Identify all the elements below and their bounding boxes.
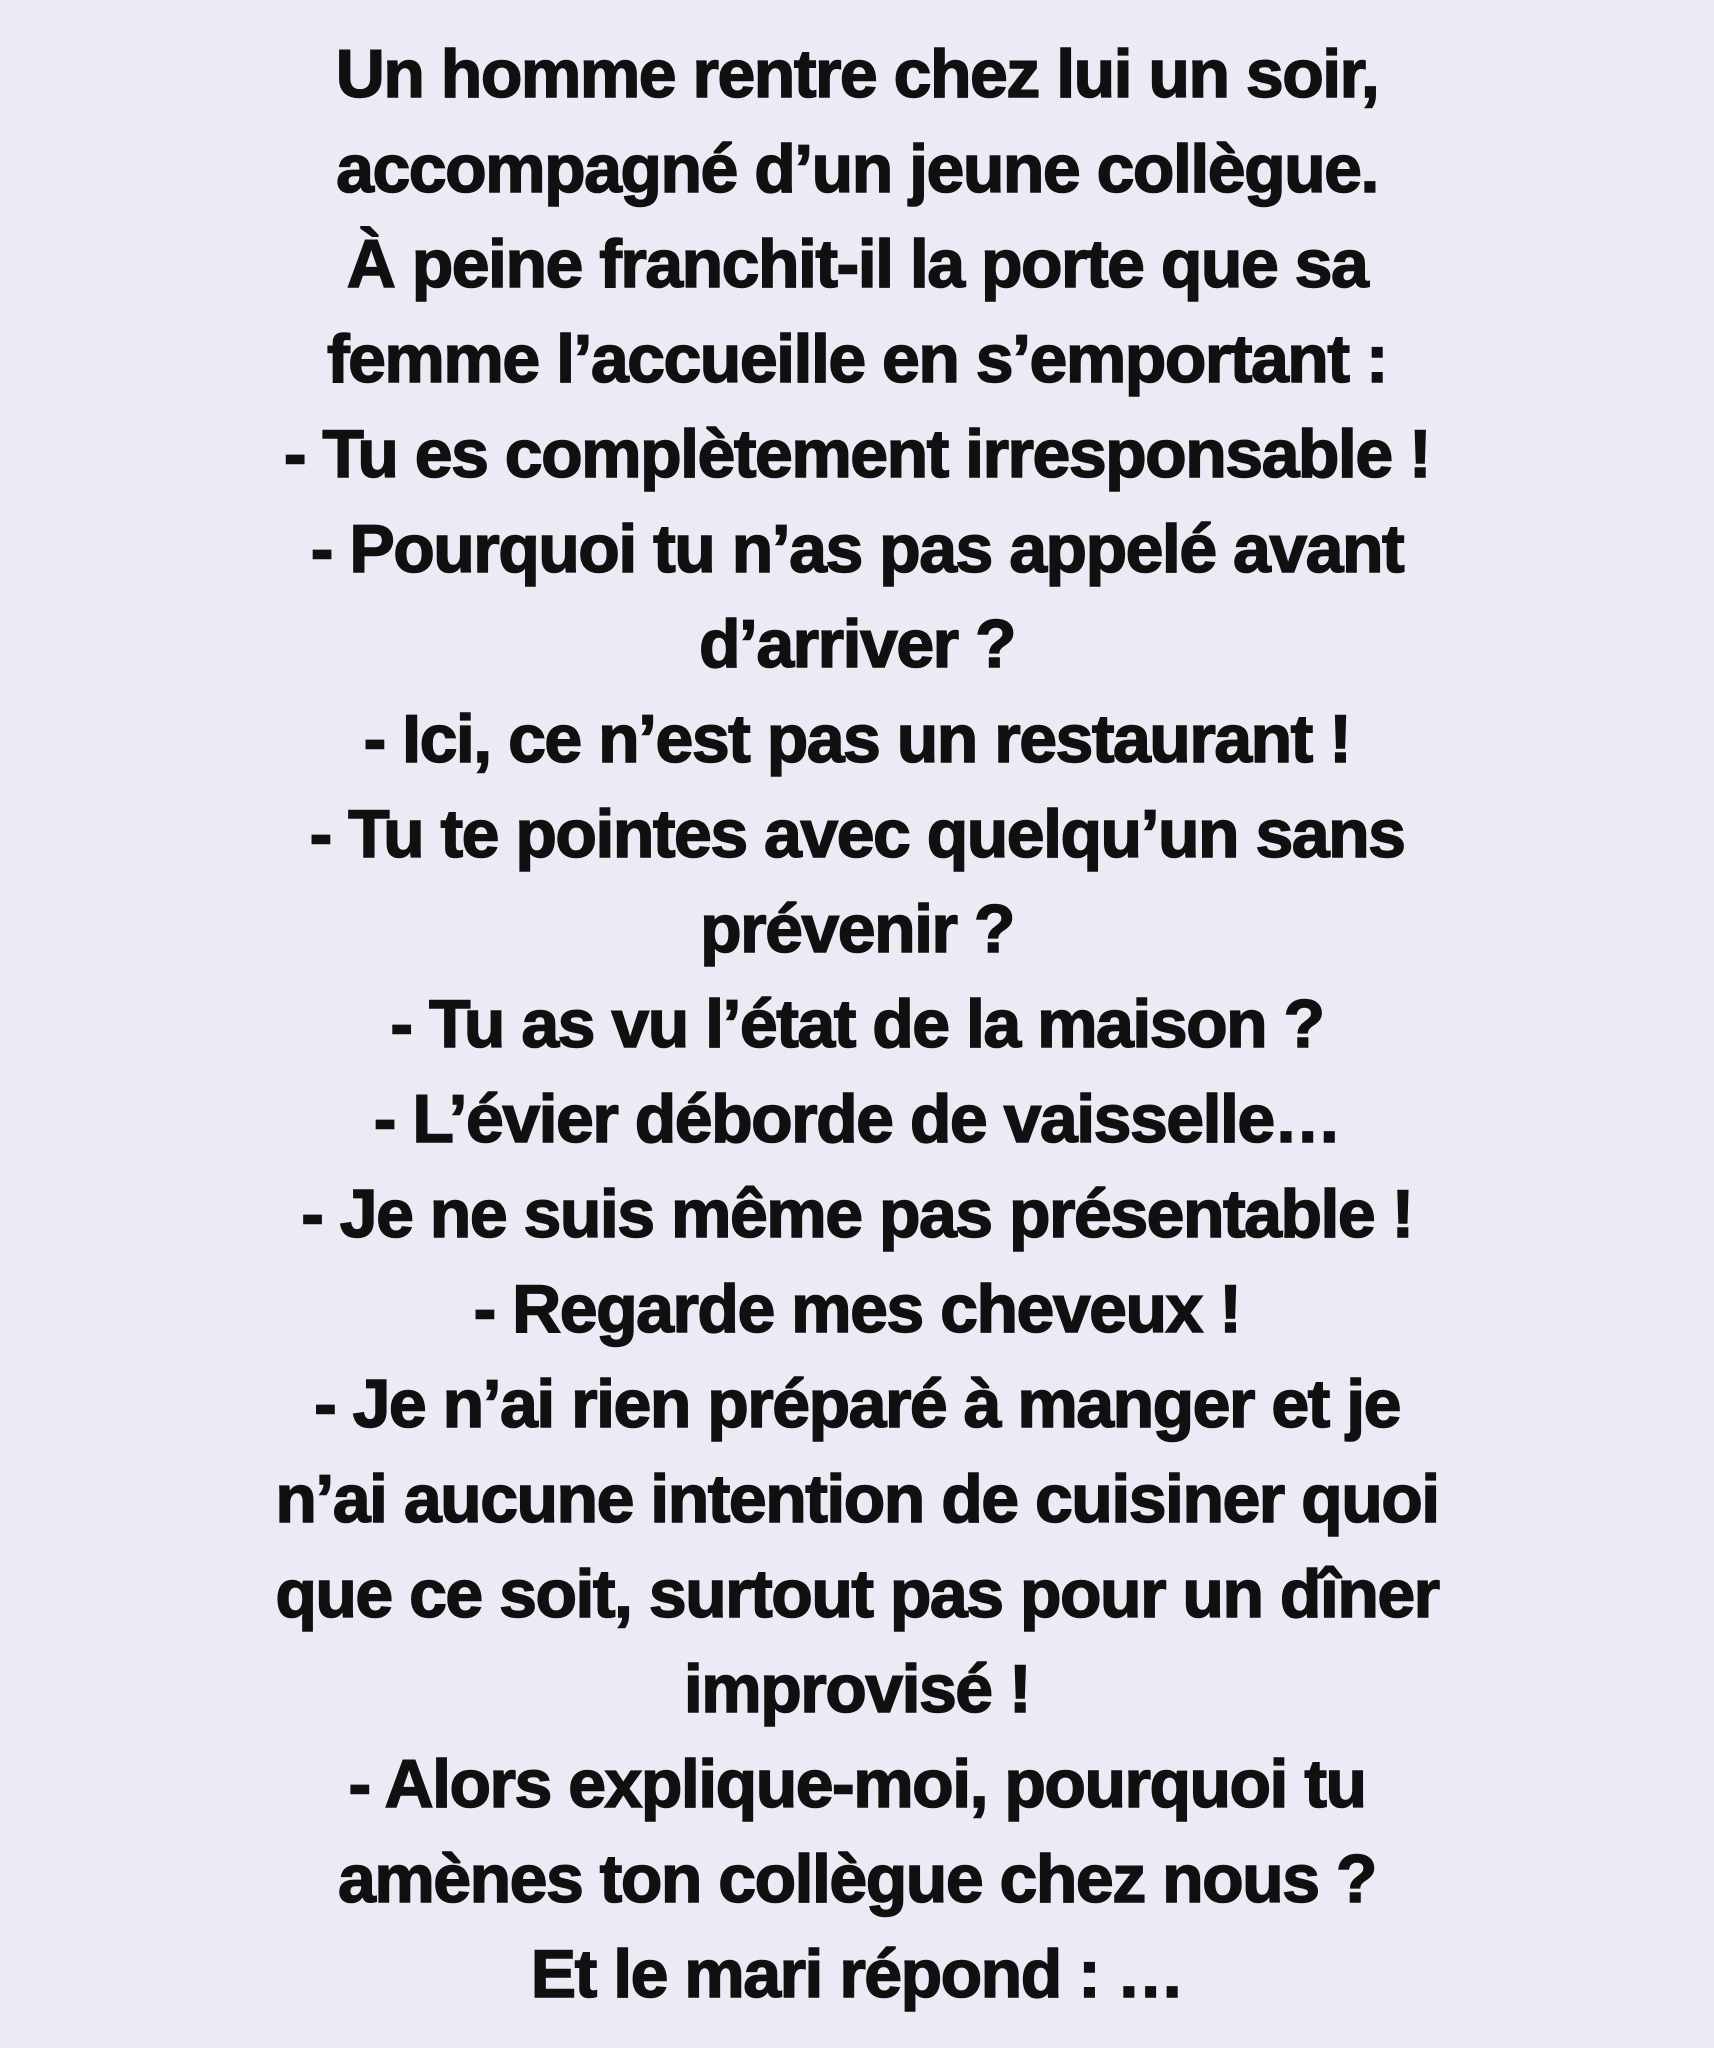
- joke-line: - Tu te pointes avec quelqu’un sans: [309, 795, 1405, 872]
- joke-line: - Je ne suis même pas présentable !: [301, 1175, 1413, 1252]
- joke-line: Un homme rentre chez lui un soir,: [335, 35, 1379, 112]
- joke-line: que ce soit, surtout pas pour un dîner: [275, 1555, 1439, 1632]
- joke-line: - Pourquoi tu n’as pas appelé avant: [310, 510, 1404, 587]
- joke-line: Et le mari répond : …: [530, 1935, 1184, 2012]
- joke-line: improvisé !: [683, 1650, 1031, 1727]
- joke-line: - Je n’ai rien préparé à manger et je: [314, 1365, 1400, 1442]
- joke-line: amènes ton collègue chez nous ?: [338, 1840, 1376, 1917]
- joke-line: prévenir ?: [700, 890, 1014, 967]
- joke-line: À peine franchit-il la porte que sa: [346, 225, 1368, 302]
- joke-line: accompagné d’un jeune collègue.: [336, 130, 1378, 207]
- joke-line: femme l’accueille en s’emportant :: [326, 320, 1388, 397]
- joke-line: n’ai aucune intention de cuisiner quoi: [275, 1460, 1439, 1537]
- joke-line: - Alors explique-moi, pourquoi tu: [348, 1745, 1366, 1822]
- joke-line: d’arriver ?: [698, 605, 1016, 682]
- joke-line: - Tu es complètement irresponsable !: [283, 415, 1431, 492]
- joke-line: - Tu as vu l’état de la maison ?: [390, 985, 1324, 1062]
- joke-line: - Regarde mes cheveux !: [473, 1270, 1241, 1347]
- joke-line: - Ici, ce n’est pas un restaurant !: [363, 700, 1351, 777]
- joke-line: - L’évier déborde de vaisselle…: [373, 1080, 1341, 1157]
